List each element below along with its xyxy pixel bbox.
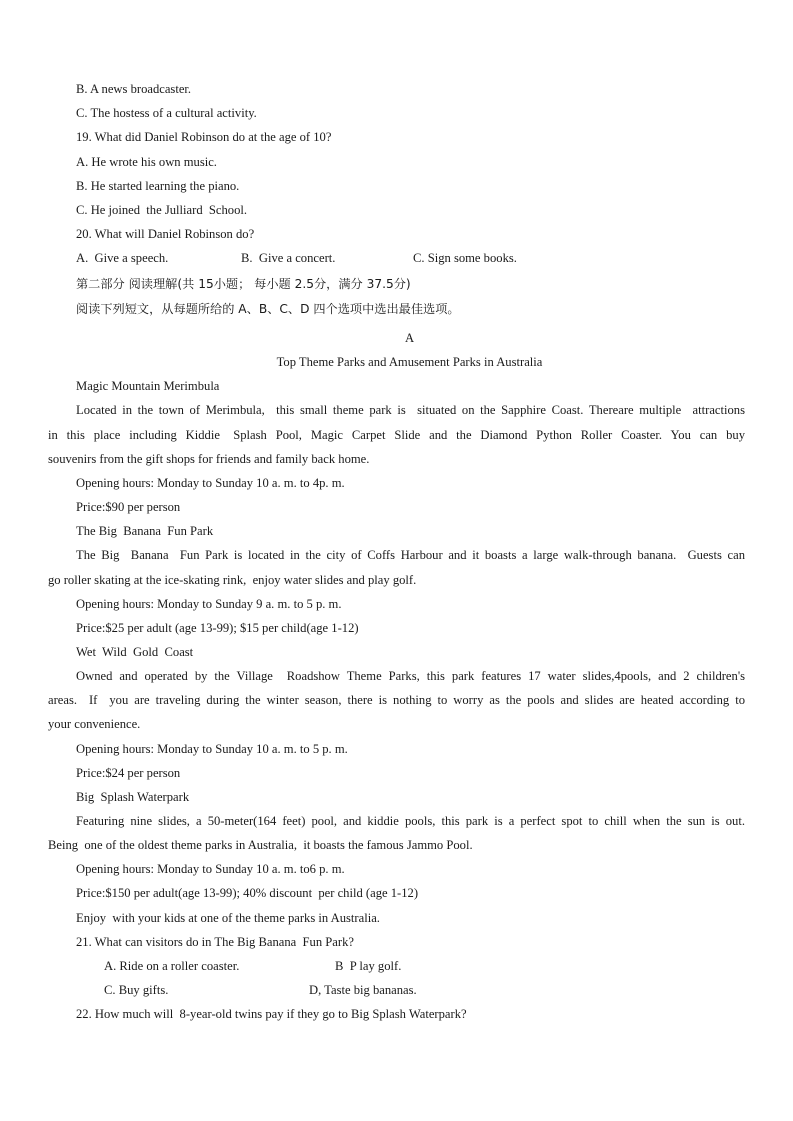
park-3-name: Wet Wild Gold Coast xyxy=(76,645,194,659)
park-1-desc-line-1: Located in the town of Merimbula, this small theme park is situated on the Sapphire Coast. Thereare multiple attractions xyxy=(76,403,745,417)
park-4-desc-line-2: Being one of the oldest theme parks in Australia, it boasts the famous Jammo Pool. xyxy=(48,838,473,852)
park-3-desc-line-3: your convenience. xyxy=(48,717,141,731)
passage-title: Top Theme Parks and Amusement Parks in Australia xyxy=(276,355,543,369)
section-letter: A xyxy=(404,331,415,345)
q19-option-a: A. He wrote his own music. xyxy=(76,155,217,169)
park-3-price: Price:$24 per person xyxy=(76,766,181,780)
park-2-desc-line-1: The Big Banana Fun Park is located in the city of Coffs Harbour and it boasts a large walk-through banana. Guests can xyxy=(76,548,745,562)
park-2-name: The Big Banana Fun Park xyxy=(76,524,214,538)
park-4-name: Big Splash Waterpark xyxy=(76,790,190,804)
closing-sentence: Enjoy with your kids at one of the theme parks in Australia. xyxy=(76,911,380,925)
q18-option-c: C. The hostess of a cultural activity. xyxy=(76,106,257,120)
park-2-desc-line-2: go roller skating at the ice-skating rink, enjoy water slides and play golf. xyxy=(48,573,417,587)
question-21: 21. What can visitors do in The Big Banana Fun Park? xyxy=(76,935,354,949)
q20-option-c: C. Sign some books. xyxy=(413,251,517,265)
part-two-heading: 第二部分 阅读理解(共 15小题； 每小题 2.5分，满分 37.5分) xyxy=(76,277,411,291)
question-20: 20. What will Daniel Robinson do? xyxy=(76,227,255,241)
q20-option-a: A. Give a speech. xyxy=(76,251,169,265)
park-1-name: Magic Mountain Merimbula xyxy=(76,379,220,393)
q18-option-b: B. A news broadcaster. xyxy=(76,82,192,96)
question-19: 19. What did Daniel Robinson do at the age of 10? xyxy=(76,130,332,144)
park-3-desc-line-2: areas. If you are traveling during the winter season, there is nothing to worry as the pools and slides are heated according to xyxy=(48,693,745,707)
park-1-desc-line-3: souvenirs from the gift shops for friends and family back home. xyxy=(48,452,370,466)
park-3-desc-line-1: Owned and operated by the Village Roadshow Theme Parks, this park features 17 water slides,4pools, and 2 children's xyxy=(76,669,745,683)
park-4-price: Price:$150 per adult(age 13-99); 40% discount per child (age 1-12) xyxy=(76,886,419,900)
question-22: 22. How much will 8-year-old twins pay if they go to Big Splash Waterpark? xyxy=(76,1007,467,1021)
q21-option-a: A. Ride on a roller coaster. xyxy=(104,959,240,973)
q20-option-b: B. Give a concert. xyxy=(241,251,336,265)
park-1-price: Price:$90 per person xyxy=(76,500,181,514)
reading-instruction: 阅读下列短文，从每题所给的 A、B、C、D 四个选项中选出最佳选项。 xyxy=(76,302,460,316)
park-3-hours: Opening hours: Monday to Sunday 10 a. m. to 5 p. m. xyxy=(76,742,348,756)
q21-option-b: B P lay golf. xyxy=(335,959,402,973)
q19-option-c: C. He joined the Julliard School. xyxy=(76,203,248,217)
q21-option-d: D, Taste big bananas. xyxy=(309,983,417,997)
park-4-desc-line-1: Featuring nine slides, a 50-meter(164 feet) pool, and kiddie pools, this park is a perfect spot to chill when the sun is out. xyxy=(76,814,745,828)
park-2-price: Price:$25 per adult (age 13-99); $15 per child(age 1-12) xyxy=(76,621,359,635)
park-4-hours: Opening hours: Monday to Sunday 10 a. m. to6 p. m. xyxy=(76,862,345,876)
park-1-desc-line-2: in this place including Kiddie Splash Pool, Magic Carpet Slide and the Diamond Python Roller Coaster. You can buy xyxy=(48,428,745,442)
q21-option-c: C. Buy gifts. xyxy=(104,983,169,997)
q19-option-b: B. He started learning the piano. xyxy=(76,179,240,193)
park-1-hours: Opening hours: Monday to Sunday 10 a. m. to 4p. m. xyxy=(76,476,345,490)
park-2-hours: Opening hours: Monday to Sunday 9 a. m. to 5 p. m. xyxy=(76,597,342,611)
